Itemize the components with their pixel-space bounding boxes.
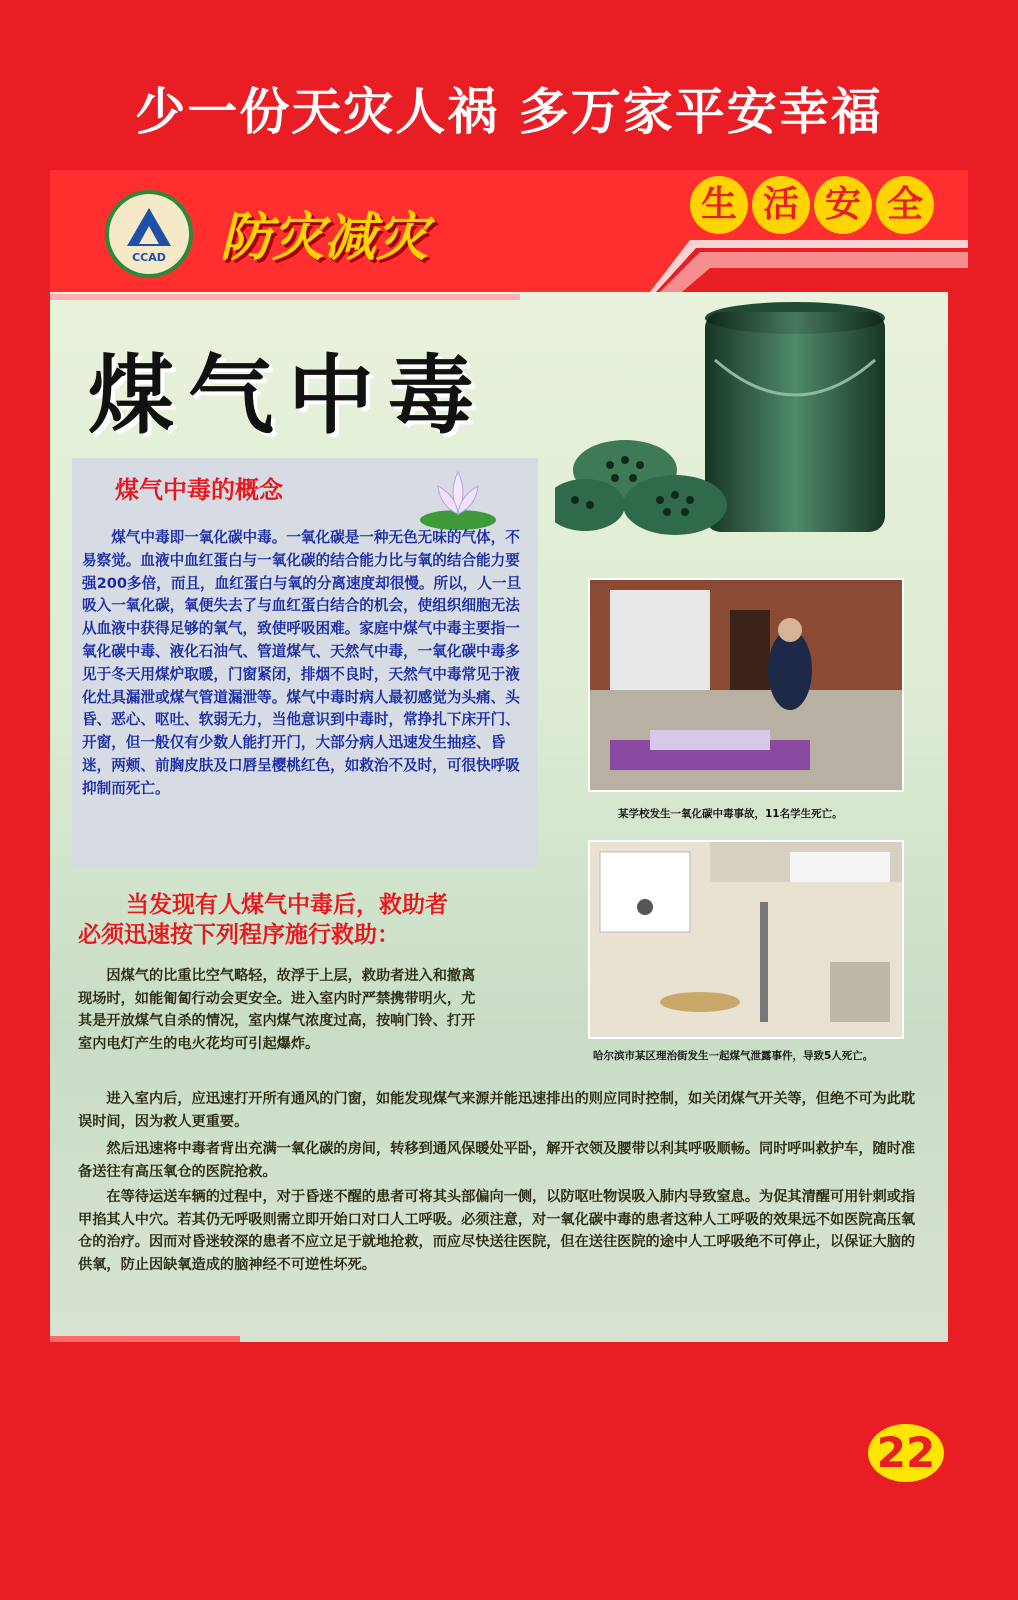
ccad-logo (105, 190, 193, 278)
main-title: 煤气中毒 (88, 346, 488, 446)
divider-stripe-bottom (50, 1336, 240, 1342)
concept-heading: 煤气中毒的概念 (115, 476, 283, 504)
life-safety-badges (690, 176, 934, 234)
classroom-photo (588, 578, 904, 792)
rescue-heading-line2: 必须迅速按下列程序施行救助： (78, 922, 400, 948)
photo-caption-1: 某学校发生一氧化碳中毒事故，11名学生死亡。 (618, 808, 843, 820)
badge-char: 安 (814, 176, 872, 234)
divider-stripe (50, 294, 520, 300)
slogan: 少一份天灾人祸 多万家平安幸福 (135, 83, 883, 141)
photo-caption-2: 哈尔滨市某区理治街发生一起煤气泄露事件，导致5人死亡。 (593, 1050, 874, 1062)
rescue-paragraph-3: 然后迅速将中毒者背出充满一氧化碳的房间，转移到通风保暖处平卧，解开衣领及腰带以利其呼吸顺畅。同时呼叫救护车，随时准备送往有高压氧仓的医院抢救。 (78, 1141, 916, 1180)
rescue-heading (78, 890, 448, 950)
concept-text: 煤气中毒即一氧化碳中毒。一氧化碳是一种无色无味的气体，不易察觉。血液中血红蛋白与一氧化碳的结合能力比与氧的结合能力要强200多倍，而且，血红蛋白与氧的分离速度却很慢。所以，人一旦吸入一氧化碳，氧便失去了与血红蛋白结合的机会，使组织细胞无法从血液中获得足够的氧气，致使呼吸困难。家庭中煤气中毒主要指一氧化碳中毒、液化石油气、管道煤气、天然气中毒，一氧化碳中毒多见于冬天用煤炉取暖，门窗紧闭，排烟不良时，天然气中毒常见于液化灶具漏泄或煤气管道漏泄等。煤气中毒时病人最初感觉为头痛、头昏、恶心、呕吐、软弱无力，当他意识到中毒时，常挣扎下床开门、开窗，但一般仅有少数人能打开门，大部分病人迅速发生抽痉、昏迷，两颊、前胸皮肤及口唇呈樱桃红色，如救治不及时，可很快呼吸抑制而死亡。 (82, 529, 522, 797)
rescue-paragraph-2: 进入室内后，应迅速打开所有通风的门窗，如能发现煤气来源并能迅速排出的则应同时控制，如关闭煤气开关等，但绝不可为此耽误时间，因为救人更重要。 (78, 1091, 916, 1130)
rescue-paragraph-4: 在等待运送车辆的过程中，对于昏迷不醒的患者可将其头部偏向一侧，以防呕吐物误吸入肺内导致窒息。为促其清醒可用针刺或指甲掐其人中穴。若其仍无呼吸则需立即开始口对口人工呼吸。必须注意，对一氧化碳中毒的患者这种人工呼吸的效果远不如医院高压氧仓的治疗。因而对昏迷较深的患者不应立足于就地抢救，而应尽快送往医院，但在送往医院的途中人工呼吸绝不可停止，以保证大脑的供氧，防止因缺氧造成的脑神经不可逆性坏死。 (78, 1189, 916, 1273)
coal-briquette-image (555, 300, 945, 540)
badge-char: 活 (752, 176, 810, 234)
badge-char: 全 (876, 176, 934, 234)
rescue-paragraph-1: 因煤气的比重比空气略轻，故浮于上层，救助者进入和撤离现场时，如能匍匐行动会更安全。进入室内时严禁携带明火，尤其是开放煤气自杀的情况，室内煤气浓度过高，按响门铃、打开室内电灯产生的电火花均可引起爆炸。 (78, 968, 476, 1052)
kitchen-photo (588, 840, 904, 1039)
logo-text: CCAD (132, 251, 166, 264)
rescue-heading-line1: 当发现有人煤气中毒后，救助者 (126, 892, 448, 918)
lotus-icon (418, 462, 498, 532)
badge-char: 生 (690, 176, 748, 234)
page-number: 22 (868, 1424, 944, 1482)
brand-title: 防灾减灾 (220, 208, 429, 268)
